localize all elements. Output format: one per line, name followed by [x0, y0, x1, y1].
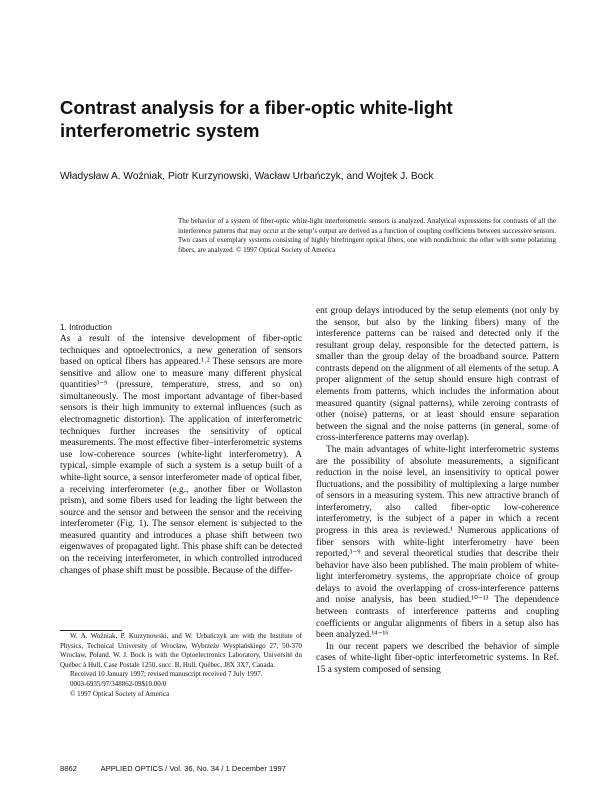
section-heading-introduction: 1. Introduction	[60, 323, 112, 332]
journal-citation: APPLIED OPTICS / Vol. 36, No. 34 / 1 December 1997	[100, 764, 286, 773]
footnote-divider	[60, 630, 122, 631]
body-paragraph: As a result of the intensive development of fiber-optic techniques and optoelectronics, a new generation of sensors based on optical fibers has appeared.¹˒² These sensors are more sensitive and allow one to measure many different physical quantities³⁻⁹ (pressure, temperature, stress, and so on) simultaneously. The most important advantage of fiber-based sensors is their high immunity to external influences (such as electromagnetic distortion). The application of interferometric techniques further increases the sensitivity of optical measurements. The most effective fiber–interferometric systems use low-coherence sources (white-light interferometry). A typical, simple example of such a system is a setup built of a white-light source, a sensor interferometer made of optical fiber, a receiving interferometer (e.g., another fiber or Wollaston prism), and some fibers used for leading the light between the source and the sensor and between the sensor and the receiving interferometer (Fig. 1). The sensor element is subjected to the measured quantity and introduces a phase shift between two eigenwaves of propagated light. This phase shift can be detected on the receiving interferometer, in which controlled introduced changes of phase shift must be possible. Because of the differ-	[60, 334, 302, 576]
page-footer	[60, 764, 286, 773]
footnote-received: Received 10 January 1997; revised manuscript received 7 July 1997.	[70, 670, 263, 679]
right-column	[316, 306, 559, 677]
left-column	[60, 322, 302, 577]
author-list: Władysław A. Woźniak, Piotr Kurzynowski, Wacław Urbańczyk, and Wojtek J. Bock	[60, 171, 434, 182]
body-paragraph: The main advantages of white-light interferometric systems are the possibility of absolute measurements, a significant reduction in the noise level, an insensitivity to optical power fluctuations, and the possibility of multiplexing a large number of sensors in a measuring system. This new attractive branch of interferometry, also called fiber-optic low-coherence interferometry, is the subject of a paper in which a recent progress in this area is reviewed.¹ Numerous applications of fiber sensors with white-light interferometry have been reported,³⁻⁹ and several theoretical studies that describe their behavior have also been published. The main problem of white-light interferometry systems, the appropriate choice of group delays to avoid the overlapping of cross-interference patterns and noise analysis, has been studied.¹⁰⁻¹³ The dependence between contrasts of interference patterns and coupling coefficients or angular alignments of fibers in a setup also has been analyzed.¹⁴⁻¹⁶	[316, 444, 559, 641]
footnote-code: 0003-6935/97/348862-09$10.00/0	[70, 679, 167, 688]
page-number: 8862	[60, 764, 77, 773]
footnote	[60, 632, 302, 699]
footnote-copyright: © 1997 Optical Society of America	[70, 689, 170, 698]
body-paragraph: In our recent papers we described the behavior of simple cases of white-light fiber-optic interferometric systems. In Ref. 15 a system composed of sensing	[316, 641, 559, 675]
paper-title: Contrast analysis for a fiber-optic white-light interferometric system	[60, 97, 453, 141]
abstract: The behavior of a system of fiber-optic white-light interferometric sensors is analyzed. Analytical expressions for contrasts of all the interference patterns that may occur at the setup’s output are derived as a function of coupling coefficients between successive sensors. Two cases of exemplary systems consisting of highly birefringent optical fibers, one with nondichroic the other with some polarizing fibers, are analyzed. © 1997 Optical Society of America	[178, 217, 556, 254]
body-paragraph: ent group delays introduced by the setup elements (not only by the sensor, but also by the linking fibers) many of the interference patterns can be raised and detected only if the resultant group delay, responsible for the detected pattern, is smaller than the group delay of the broadband source. Pattern contrasts depend on the alignment of all elements of the setup. A proper alignment of the setup should ensure high contrast of elements from patterns, which includes the information about measured quantity (signal patterns), while zeroing contrasts of other (noise) patterns, or at least should ensure separation between the signal and the noise patterns (in general, some of cross-interference patterns may overlap).	[316, 306, 559, 444]
footnote-affiliation: W. A. Woźniak, P. Kurzynowski, and W. Urbańczyk are with the Institute of Physics, Technical University of Wrocław, Wybrzeże Wyspiańskiego 27, 50-370 Wrocław, Poland. W. J. Bock is with the Optoelectronics Laboratory, Université du Québec à Hull, Case Postale 1250, succ. B, Hull, Québec, J8X 3X7, Canada.	[60, 632, 302, 669]
